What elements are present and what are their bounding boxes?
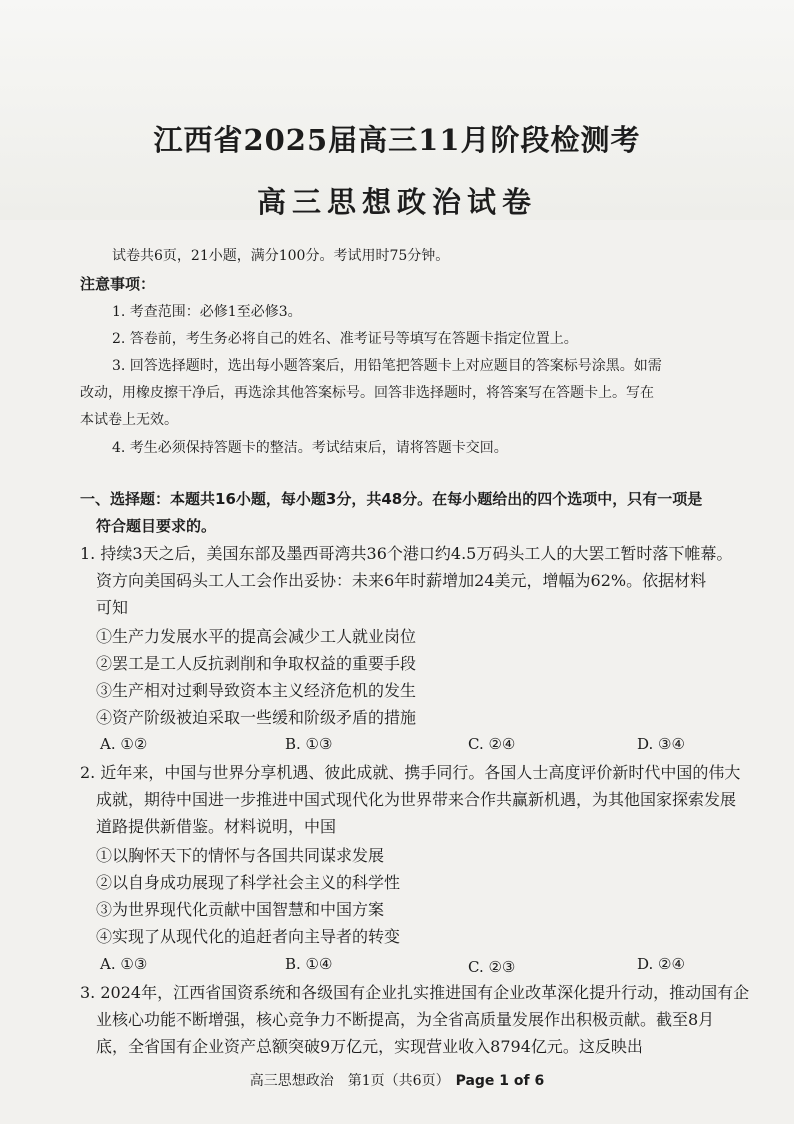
q3-stem-3: 底，全省国有企业资产总额突破9万亿元，实现营业收入8794亿元。这反映出 xyxy=(96,1037,643,1056)
q1-option-c: C. ②④ xyxy=(468,735,516,753)
q2-option-a: A. ①③ xyxy=(100,955,148,973)
q2-stem-1: 2. 近年来，中国与世界分享机遇、彼此成就、携手同行。各国人士高度评价新时代中国的伟大 xyxy=(80,763,741,782)
footer-text: 高三思想政治 第1页（共6页） xyxy=(249,1073,450,1089)
section-1-heading-cont: 符合题目要求的。 xyxy=(96,517,217,535)
q1-item-3: ③生产相对过剩导致资本主义经济危机的发生 xyxy=(96,681,417,700)
q1-stem-2: 资方向美国码头工人工会作出妥协：未来6年时薪增加24美元，增幅为62%。依据材料 xyxy=(96,571,707,590)
q2-item-1: ①以胸怀天下的情怀与各国共同谋求发展 xyxy=(96,846,385,865)
page-footer xyxy=(0,1070,794,1090)
q2-item-3: ③为世界现代化贡献中国智慧和中国方案 xyxy=(96,900,385,919)
q3-stem-2: 业核心功能不断增强，核心竞争力不断提高，为全省高质量发展作出积极贡献。截至8月 xyxy=(96,1010,715,1029)
q2-option-b: B. ①④ xyxy=(285,955,333,973)
note-3: 3. 回答选择题时，选出每小题答案后，用铅笔把答题卡上对应题目的答案标号涂黑。如需 xyxy=(112,358,662,374)
q2-option-d: D. ②④ xyxy=(637,955,685,973)
section-1-heading: 一、选择题：本题共16小题，每小题3分，共48分。在每小题给出的四个选项中，只有一项是 xyxy=(80,490,703,508)
q1-option-a: A. ①② xyxy=(100,735,148,753)
q1-option-b: B. ①③ xyxy=(285,735,333,753)
note-3-cont-1: 改动，用橡皮擦干净后，再选涂其他答案标号。回答非选择题时，将答案写在答题卡上。写在 xyxy=(80,385,654,401)
notes-heading: 注意事项： xyxy=(80,275,156,293)
note-2: 2. 答卷前，考生务必将自己的姓名、准考证号等填写在答题卡指定位置上。 xyxy=(112,331,578,347)
q1-item-1: ①生产力发展水平的提高会减少工人就业岗位 xyxy=(96,627,417,646)
q1-option-d: D. ③④ xyxy=(637,735,685,753)
q3-stem-1: 3. 2024年，江西省国资系统和各级国有企业扎实推进国有企业改革深化提升行动，推动国有企 xyxy=(80,983,750,1002)
q1-stem-1: 1. 持续3天之后，美国东部及墨西哥湾共36个港口约4.5万码头工人的大罢工暂时落下帷幕。 xyxy=(80,544,733,563)
q2-stem-2: 成就，期待中国进一步推进中国式现代化为世界带来合作共赢新机遇，为其他国家探索发展 xyxy=(96,790,737,809)
note-3-cont-2: 本试卷上无效。 xyxy=(80,412,178,428)
q2-option-c: C. ②③ xyxy=(468,958,516,976)
q2-item-4: ④实现了从现代化的追赶者向主导者的转变 xyxy=(96,927,401,946)
q1-stem-3: 可知 xyxy=(96,598,129,617)
note-4: 4. 考生必须保持答题卡的整洁。考试结束后，请将答题卡交回。 xyxy=(112,440,508,456)
exam-intro: 试卷共6页，21小题，满分100分。考试用时75分钟。 xyxy=(112,248,450,264)
q2-stem-3: 道路提供新借鉴。材料说明，中国 xyxy=(96,817,337,836)
q1-item-4: ④资产阶级被迫采取一些缓和阶级矛盾的措施 xyxy=(96,708,417,727)
page-number-stamp: Page 1 of 6 xyxy=(455,1073,545,1089)
q1-item-2: ②罢工是工人反抗剥削和争取权益的重要手段 xyxy=(96,654,417,673)
note-1: 1. 考查范围：必修1至必修3。 xyxy=(112,304,302,320)
exam-subtitle: 高三思想政治试卷 xyxy=(256,185,537,219)
q2-item-2: ②以自身成功展现了科学社会主义的科学性 xyxy=(96,873,401,892)
exam-title: 江西省2025届高三11月阶段检测考 xyxy=(153,123,641,157)
